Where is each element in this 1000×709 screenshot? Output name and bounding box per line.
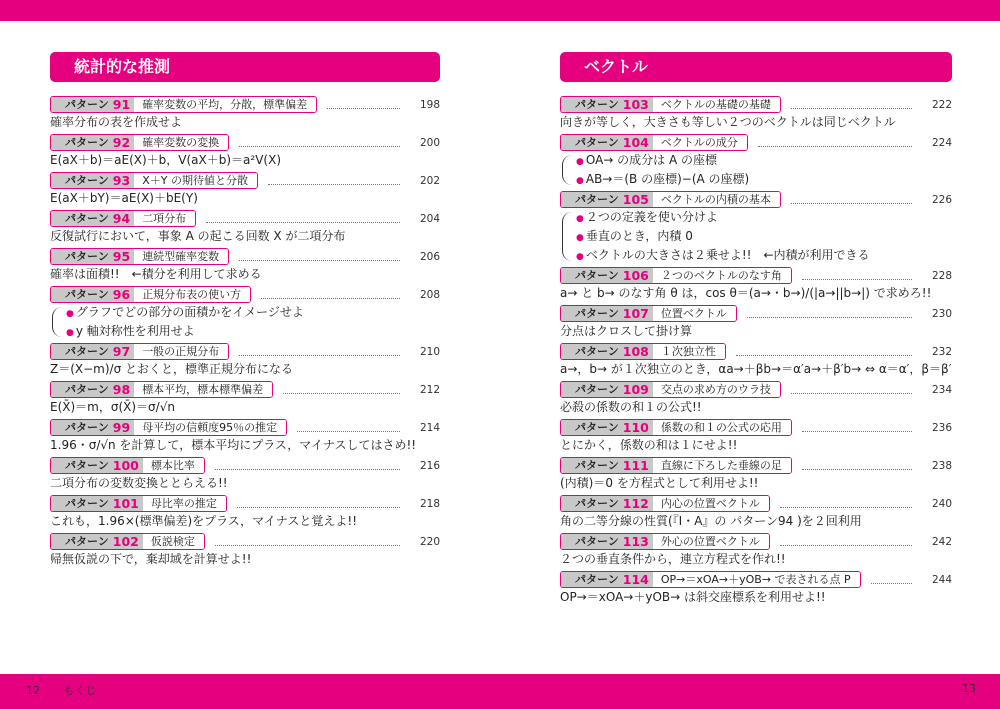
page-ref: 214 [419,421,440,434]
toc-entry[interactable] [560,343,952,360]
toc-entry[interactable] [560,267,952,284]
summary-line: (内積)＝0 を方程式として利用せよ!! [560,476,759,490]
pattern-label: パターン [51,249,112,264]
page-ref: 230 [931,307,952,320]
pattern-title: 二項分布 [134,211,195,226]
pattern-number: 104 [622,135,653,150]
pattern-title: ベクトルの成分 [653,135,747,150]
pattern-label: パターン [561,534,622,549]
pattern-title: 外心の位置ベクトル [653,534,769,549]
pattern-badge [50,495,227,512]
page-ref: 236 [931,421,952,434]
summary-line: 必殺の係数の和１の公式!! [560,400,702,414]
pattern-label: パターン [51,420,112,435]
summary-line: 角の二等分線の性質(『Ⅰ・A』の パターン94 )を２回利用 [560,514,862,528]
summary-line: ● AB→＝(B の座標)−(A の座標) [576,170,749,189]
pattern-title: 内心の位置ベクトル [653,496,769,511]
pattern-title: 一般の正規分布 [134,344,228,359]
toc-entry[interactable] [50,96,440,113]
pattern-title: 位置ベクトル [653,306,736,321]
bullet-lines [576,151,749,189]
pattern-number: 114 [622,572,653,587]
pattern-number: 110 [622,420,653,435]
pattern-title: ベクトルの内積の基本 [653,192,780,207]
pattern-number: 108 [622,344,653,359]
pattern-badge [50,248,229,265]
footer-label: もくじ [63,684,97,697]
summary-line: Z＝(X−m)/σ とおくと，標準正規分布になる [50,362,294,376]
pattern-title: OP→＝xOA→＋yOB→ で表される点 P [653,572,860,587]
pattern-badge [50,96,317,113]
toc-list-left [50,96,440,569]
pattern-badge [560,457,792,474]
summary-line: E(aX＋b)＝aE(X)＋b，V(aX＋b)＝a²V(X) [50,153,281,167]
pattern-label: パターン [561,306,622,321]
pattern-title: 標本比率 [143,458,204,473]
page-ref: 198 [419,98,440,111]
toc-entry[interactable] [560,533,952,550]
pattern-number: 95 [112,249,134,264]
summary-line: 確率は面積!! ←積分を利用して求める [50,267,262,281]
pattern-label: パターン [51,534,112,549]
page-ref: 244 [931,573,952,586]
pattern-number: 97 [112,344,134,359]
page-number-left: 12 [26,684,40,697]
bullet-lines [66,303,304,341]
page-footer-left [26,682,97,698]
pattern-badge [50,419,287,436]
dot-leader [802,461,912,470]
pattern-title: 仮説検定 [143,534,204,549]
pattern-title: 係数の和１の公式の応用 [653,420,791,435]
pattern-number: 103 [622,97,653,112]
pattern-number: 91 [112,97,134,112]
toc-entry[interactable] [50,533,440,550]
pattern-label: パターン [51,458,112,473]
page-ref: 226 [931,193,952,206]
toc-entry[interactable] [560,96,952,113]
summary-line: ● ベクトルの大きさは２乗せよ!! ←内積が利用できる [576,246,870,265]
pattern-label: パターン [561,192,622,207]
summary-line: 確率分布の表を作成せよ [50,115,183,129]
summary-line: a→ と b→ のなす角 θ は，cos θ＝(a→・b→)/(|a→||b→|) で求めろ!! [560,286,932,300]
pattern-label: パターン [561,382,622,397]
toc-entry[interactable] [50,134,440,151]
toc-entry[interactable] [50,172,440,189]
summary-line: a→，b→ が１次独立のとき，αa→＋βb→＝α′a→＋β′b→ ⇔ α＝α′，β＝β′ [560,362,952,376]
pattern-label: パターン [561,458,622,473]
toc-entry[interactable] [50,419,440,436]
pattern-badge [560,305,737,322]
page-ref: 224 [931,136,952,149]
pattern-title: １次独立性 [653,344,725,359]
pattern-label: パターン [561,268,622,283]
toc-entry[interactable] [50,343,440,360]
dot-leader [215,537,400,546]
summary-line: ● y 軸対称性を利用せよ [66,322,304,341]
bullet-group [50,303,440,341]
pattern-number: 109 [622,382,653,397]
pattern-badge [560,134,748,151]
pattern-number: 107 [622,306,653,321]
dot-leader [780,537,912,546]
toc-entry[interactable] [50,210,440,227]
dot-leader [239,252,400,261]
pattern-badge [560,419,792,436]
summary-line: E(aX＋bY)＝aE(X)＋bE(Y) [50,191,198,205]
pattern-number: 112 [622,496,653,511]
pattern-label: パターン [51,135,112,150]
page-ref: 232 [931,345,952,358]
summary-line: ● ２つの定義を使い分けよ [576,208,870,227]
dot-leader [327,100,400,109]
pattern-number: 93 [112,173,134,188]
dot-leader [283,385,400,394]
pattern-label: パターン [561,496,622,511]
page-ref: 200 [419,136,440,149]
pattern-label: パターン [51,211,112,226]
pattern-number: 96 [112,287,134,302]
pattern-number: 101 [112,496,143,511]
pattern-number: 106 [622,268,653,283]
pattern-badge [560,381,781,398]
pattern-badge [560,495,770,512]
page-ref: 228 [931,269,952,282]
dot-leader [268,176,400,185]
page-number-right: 13 [962,682,976,695]
page-ref: 242 [931,535,952,548]
dot-leader [791,100,912,109]
dot-leader [758,138,912,147]
dot-leader [239,138,400,147]
toc-entry[interactable] [560,305,952,322]
pattern-label: パターン [561,572,622,587]
summary-line: ２つの垂直条件から，連立方程式を作れ!! [560,552,786,566]
toc-entry[interactable] [560,134,952,151]
page-ref: 222 [931,98,952,111]
toc-entry[interactable] [560,495,952,512]
summary-line: ● 垂直のとき，内積 0 [576,227,870,246]
pattern-title: 直線に下ろした垂線の足 [653,458,791,473]
pattern-label: パターン [51,382,112,397]
pattern-label: パターン [51,97,112,112]
pattern-title: 標本平均，標本標準偏差 [134,382,272,397]
toc-entry[interactable] [560,381,952,398]
summary-line: ● OA→ の成分は A の座標 [576,151,749,170]
toc-entry[interactable] [50,495,440,512]
pattern-badge [50,457,205,474]
toc-list-right [560,96,952,607]
pattern-title: 母比率の推定 [143,496,226,511]
page-ref: 238 [931,459,952,472]
pattern-label: パターン [51,496,112,511]
summary-line: ● グラフでどの部分の面積かをイメージせよ [66,303,304,322]
toc-entry[interactable] [50,248,440,265]
dot-leader [261,290,400,299]
dot-leader [871,575,912,584]
pattern-label: パターン [51,344,112,359]
pattern-number: 99 [112,420,134,435]
pattern-badge [560,343,726,360]
toc-entry[interactable] [560,191,952,208]
pattern-label: パターン [51,287,112,302]
pattern-number: 98 [112,382,134,397]
summary-line: 帰無仮説の下で，棄却域を計算せよ!! [50,552,252,566]
dot-leader [747,309,912,318]
pattern-badge [560,96,781,113]
toc-entry[interactable] [50,381,440,398]
pattern-title: 交点の求め方のウラ技 [653,382,780,397]
pattern-title: X＋Y の期待値と分散 [134,173,257,188]
dot-leader [791,195,912,204]
pattern-number: 92 [112,135,134,150]
pattern-number: 113 [622,534,653,549]
summary-line: 反復試行において，事象 A の起こる回数 X が二項分布 [50,229,346,243]
toc-entry[interactable] [560,419,952,436]
pattern-number: 105 [622,192,653,207]
pattern-badge [560,191,781,208]
pattern-badge [50,533,205,550]
summary-line: 向きが等しく，大きさも等しい２つのベクトルは同じベクトル [560,115,896,129]
pattern-title: ベクトルの基礎の基礎 [653,97,780,112]
section-title-statistics: 統計的な推測 [50,52,440,82]
pattern-number: 100 [112,458,143,473]
summary-line: これも，1.96×(標準偏差)をプラス，マイナスと覚えよ!! [50,514,358,528]
brace-bracket [52,307,63,337]
section-title-vectors: ベクトル [560,52,952,82]
dot-leader [802,271,912,280]
pattern-label: パターン [51,173,112,188]
page-ref: 218 [419,497,440,510]
bullet-lines [576,208,870,265]
summary-line: 1.96・σ/√n を計算して，標本平均にプラス，マイナスしてはさめ!! [50,438,417,452]
summary-line: とにかく，係数の和は１にせよ!! [560,438,738,452]
left-column [50,52,440,569]
pattern-label: パターン [561,420,622,435]
dot-leader [215,461,400,470]
page-ref: 210 [419,345,440,358]
dot-leader [239,347,400,356]
pattern-number: 111 [622,458,653,473]
page-ref: 202 [419,174,440,187]
dot-leader [237,499,400,508]
pattern-badge [560,571,861,588]
page-ref: 234 [931,383,952,396]
pattern-badge [560,267,792,284]
dot-leader [780,499,912,508]
summary-line: OP→＝xOA→＋yOB→ は斜交座標系を利用せよ!! [560,590,826,604]
dot-leader [736,347,912,356]
pattern-badge [50,134,229,151]
toc-entry[interactable] [50,286,440,303]
bullet-group [560,151,952,189]
pattern-title: 母平均の信頼度95％の推定 [134,420,286,435]
brace-bracket [562,155,573,185]
pattern-title: 確率変数の変換 [134,135,228,150]
dot-leader [206,214,400,223]
dot-leader [802,423,912,432]
page-ref: 216 [419,459,440,472]
pattern-label: パターン [561,97,622,112]
pattern-badge [560,533,770,550]
summary-line: 分点はクロスして掛け算 [560,324,693,338]
toc-entry[interactable] [560,571,952,588]
summary-line: E(X̄)＝m，σ(X̄)＝σ/√n [50,400,175,414]
brace-bracket [562,212,573,261]
page-ref: 204 [419,212,440,225]
summary-line: 二項分布の変数変換ととらえる!! [50,476,228,490]
toc-entry[interactable] [560,457,952,474]
page-ref: 208 [419,288,440,301]
pattern-number: 102 [112,534,143,549]
pattern-title: ２つのベクトルのなす角 [653,268,791,283]
pattern-badge [50,343,229,360]
pattern-title: 連続型確率変数 [134,249,228,264]
page-ref: 212 [419,383,440,396]
dot-leader [791,385,912,394]
right-column [560,52,952,607]
pattern-badge [50,286,251,303]
page-ref: 206 [419,250,440,263]
pattern-badge [50,210,196,227]
pattern-label: パターン [561,344,622,359]
pattern-label: パターン [561,135,622,150]
pattern-badge [50,381,273,398]
page-ref: 240 [931,497,952,510]
pattern-title: 正規分布表の使い方 [134,287,250,302]
page-ref: 220 [419,535,440,548]
pattern-title: 確率変数の平均，分散，標準偏差 [134,97,316,112]
bullet-group [560,208,952,265]
toc-entry[interactable] [50,457,440,474]
dot-leader [297,423,400,432]
pattern-number: 94 [112,211,134,226]
bottom-accent-bar [0,674,1000,709]
pattern-badge [50,172,258,189]
top-accent-bar [0,0,1000,21]
